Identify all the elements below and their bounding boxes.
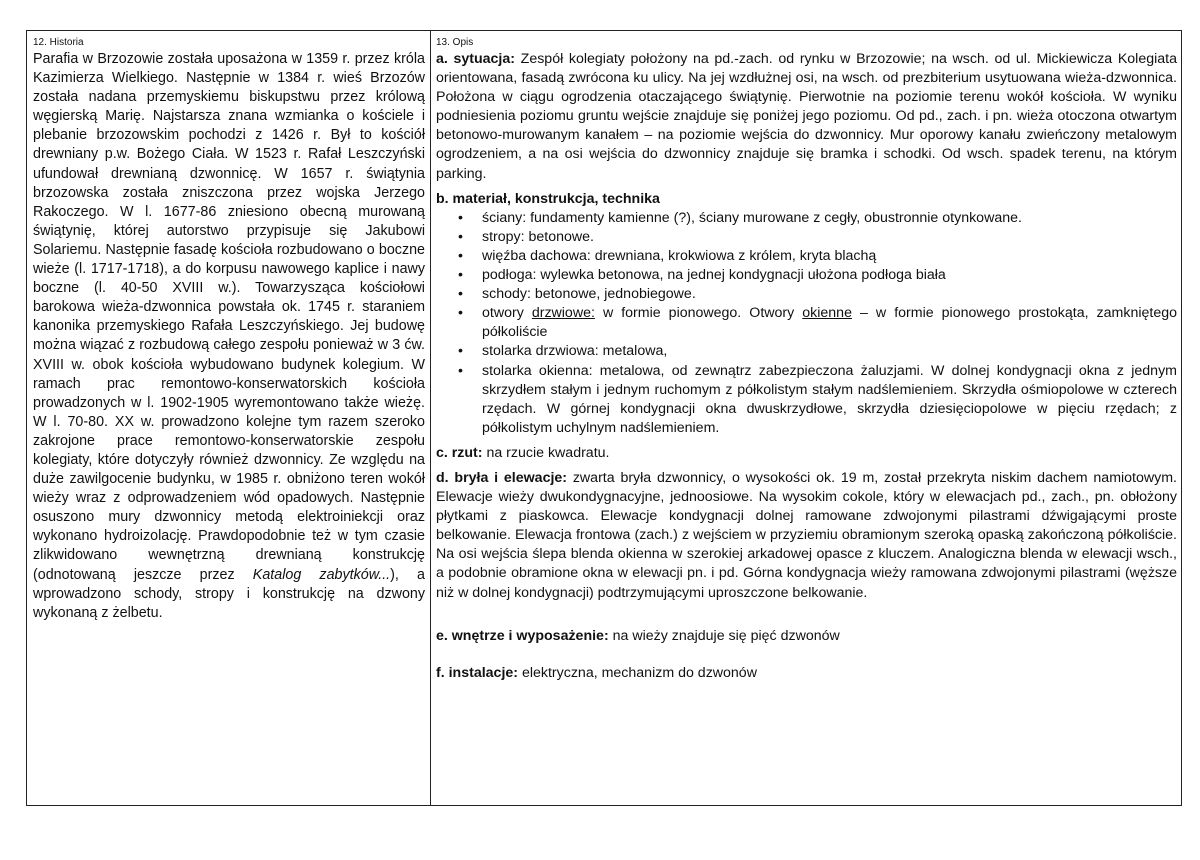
list-item: • stolarka drzwiowa: metalowa, [458,342,1177,361]
section-f-label: f. instalacje: [436,664,519,681]
openings-door-text: w formie pionowego. Otwory [594,305,803,322]
openings-prefix: otwory [482,305,532,322]
section-f [436,664,1177,683]
history-text [33,50,425,623]
description-heading: 13. Opis [436,37,474,48]
section-a [436,50,1177,184]
section-c-text: na rzucie kwadratu. [482,444,610,461]
section-a-text: Zespół kolegiaty położony na pd.-zach. od rynku w Brzozowie; na wsch. od ul. Mickiewicza Kolegiata orientowana, fasadą zwrócona ku ulicy. Na jej wzdłużnej osi, na wsch. od prezbiterium usytuowana wieża-dzwonnica. Położona w ciągu ogrodzenia otaczającego świątynię. Pierwotnie na poziomie terenu wokół kościoła. W wyniku podniesienia poziomu gruntu wejście znajduje się poniżej jego poziomu. Od pd., zach. i pn. wieża otoczona otwartym betonowo-murowanym kanałem – na poziomie wejścia do dzwonnicy. Mur oporowy kanału zwieńczony metalowym ogrodzeniem, a na osi wejścia do dzwonnicy znajduje się bramka i schodki. Od wsch. spadek terenu, na którym parking. [436,51,1177,182]
history-heading: 12. Historia [33,37,84,48]
openings-window-word: okienne [802,305,852,322]
section-d-text: zwarta bryła dzwonnicy, o wysokości ok. 19 m, został przekryta niskim dachem namiotowym. Elewacje wieży dwukondygnacyjne, jednoosiowe. Na wysokim cokole, który w elewacjach pd., zach., pn. obłożony płytkami z piaskowca. Elewacje kondygnacji dolnej ramowane zdwojonymi pilastrami dźwigającymi proste belkowanie. Elewacja frontowa (zach.) z wejściem w przyziemiu obramionym szeroką opaską zakończoną półkoliście. Na osi wejścia ślepa blenda okienna w szerokiej arkadowej opasce z kluczem. Analogiczna blenda w elewacji wsch., a podobnie obramione okna w elewacji pn. i pd. Górna kondygnacja wieży ramowana zdwojonymi pilastrami (węższe niż w dolnej kondygnacji) podtrzymującymi uproszczone belkowanie. [436,469,1177,601]
list-item: • ściany: fundamenty kamienne (?), ściany murowane z cegły, obustronnie otynkowane. [458,209,1177,228]
section-a-label: a. sytuacja: [436,51,515,67]
history-text-italic: Katalog zabytków... [252,566,391,583]
list-item: • stropy: betonowe. [458,228,1177,247]
document-sheet [26,30,1182,806]
section-f-text: elektryczna, mechanizm do dzwonów [518,664,757,681]
openings-door-word: drzwiowe: [531,305,595,322]
section-c [436,444,1177,463]
section-b-list [436,209,1177,438]
section-e-label: e. wnętrze i wyposażenie: [436,627,609,644]
list-item: • więźba dachowa: drewniana, krokwiowa z królem, kryta blachą [458,247,1177,266]
openings-window-text: – w formie pionowego prostokąta, zamkniętego półkoliście [482,305,1177,341]
list-item: • podłoga: wylewka betonowa, na jednej kondygnacji ułożona podłoga biała [458,266,1177,285]
history-text-part: Parafia w Brzozowie została uposażona w 1359 r. przez króla Kazimierza Wielkiego. Następnie w 1384 r. wieś Brzozów została nadana przemyskiemu biskupstwu przez królową węgierską Marię. Najstarsza znana wzmianka o kościele i plebanie brzozowskim pochodzi z 1426 r. Był to kościół drewniany p.w. Bożego Ciała. W 1523 r. Rafał Leszczyński ufundował drewnianą dzwonnicę. W 1657 r. świątynia brzozowska została zniszczona przez wojska Jerzego Rakoczego. W l. 1677-86 zniesiono obecną murowaną świątynię, której autorstwo przypisuje się Jakubowi Solariemu. Następnie fasadę kościoła rozbudowano o boczne wieże (l. 1717-1718), a do korpusu nawowego kaplice i nawy boczne (l. 40-50 XVIII w.). Towarzysząca kościołowi barokowa wieża-dzwonnica powstała ok. 1745 r. staraniem kanonika przemyskiego Rafała Leszczyńskiego. Jej budowę można wiązać z rozbudową całego zespołu ponieważ w 3 ćw. XVIII w. obok kościoła wybudowano budynek kolegium. W ramach prac remontowo-konserwatorskich kościoła prowadzonych w l. 1902-1905 wyremontowano także wieżę. W l. 70-80. XX w. prowadzono kolejne tym razem szeroko zakrojone prace remontowo-konserwatorskie zespołu kolegiaty, które dotyczyły również dzwonnicy. Ze względu na duże zawilgocenie budynku, w 1985 r. obniżono teren wokół wieży wraz z odprowadzeniem wód opadowych. Następnie osuszono mury dzwonnicy metodą elektroiniekcji oraz wykonano hydroizolację. Prawdopodobnie też w tym czasie zlikwidowano wewnętrzną drewnianą konstrukcję (odnotowaną jeszcze przez [33,51,425,583]
list-item-openings [458,304,1177,342]
description-column [436,37,1177,683]
list-item: • stolarka okienna: metalowa, od zewnątrz zabezpieczona żaluzjami. W dolnej kondygnacji okna z jednym skrzydłem stałym i jednym ruchomym z półkolistym stałym nadślemieniem. Skrzydła ośmiopolowe w czterech rzędach. W górnej kondygnacji okna dwuskrzydłowe, skrzydła dziesięciopolowe w pięciu rzędach; z półkolistym uchylnym nadślemieniem. [458,362,1177,438]
section-e-text: na wieży znajduje się pięć dzwonów [608,627,840,644]
column-divider [430,31,431,805]
section-d [436,469,1177,603]
section-d-label: d. bryła i elewacje: [436,469,568,486]
history-text-end: ), a wprowadzono schody, stropy i konstrukcję na dzwony wykonaną z żelbetu. [33,566,425,621]
list-item: • schody: betonowe, jednobiegowe. [458,285,1177,304]
section-b [436,190,1177,438]
section-b-label-line [436,190,1177,209]
section-b-label: b. materiał, konstrukcja, technika [436,190,660,207]
section-e [436,627,1177,646]
history-column [33,37,425,623]
section-c-label: c. rzut: [436,444,483,461]
